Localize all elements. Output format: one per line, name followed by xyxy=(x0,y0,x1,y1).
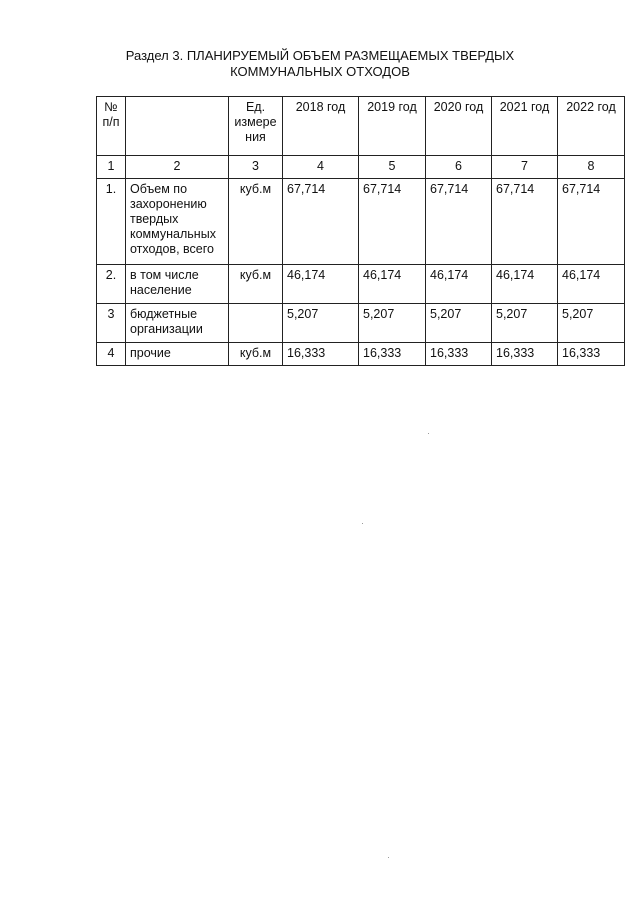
value-cell-2019: 5,207 xyxy=(359,304,426,343)
column-index: 7 xyxy=(492,156,558,179)
value-cell-2022: 46,174 xyxy=(558,265,625,304)
header-name xyxy=(126,97,229,156)
column-index: 1 xyxy=(97,156,126,179)
value-cell-2018: 46,174 xyxy=(283,265,359,304)
scan-speck xyxy=(362,523,363,524)
column-index: 6 xyxy=(426,156,492,179)
row-unit xyxy=(229,304,283,343)
column-index: 4 xyxy=(283,156,359,179)
row-name: Объем по захоронению твердых коммунальных отходов, всего xyxy=(126,179,229,265)
row-name: бюджетные организации xyxy=(126,304,229,343)
table-row xyxy=(97,343,625,366)
value-cell-2021: 46,174 xyxy=(492,265,558,304)
value-cell-2020: 5,207 xyxy=(426,304,492,343)
column-index-row xyxy=(97,156,625,179)
value-cell-2020: 46,174 xyxy=(426,265,492,304)
column-index: 3 xyxy=(229,156,283,179)
scan-speck xyxy=(428,433,429,434)
value-cell-2018: 5,207 xyxy=(283,304,359,343)
value-cell-2022: 67,714 xyxy=(558,179,625,265)
column-index: 5 xyxy=(359,156,426,179)
value-cell-2022: 5,207 xyxy=(558,304,625,343)
row-number: 2. xyxy=(97,265,126,304)
header-year-2022: 2022 год xyxy=(558,97,625,156)
value-cell-2020: 16,333 xyxy=(426,343,492,366)
value-cell-2018: 16,333 xyxy=(283,343,359,366)
section-title-line-2: КОММУНАЛЬНЫХ ОТХОДОВ xyxy=(230,64,410,79)
value-cell-2021: 67,714 xyxy=(492,179,558,265)
scan-speck xyxy=(388,857,389,858)
value-cell-2021: 16,333 xyxy=(492,343,558,366)
value-cell-2019: 16,333 xyxy=(359,343,426,366)
section-title xyxy=(0,48,640,80)
row-number: 4 xyxy=(97,343,126,366)
table-row xyxy=(97,265,625,304)
header-number: № п/п xyxy=(97,97,126,156)
table-row xyxy=(97,304,625,343)
header-year-2020: 2020 год xyxy=(426,97,492,156)
section-title-line-1: Раздел 3. ПЛАНИРУЕМЫЙ ОБЪЕМ РАЗМЕЩАЕМЫХ ТВЕРДЫХ xyxy=(125,48,515,63)
row-number: 3 xyxy=(97,304,126,343)
row-unit: куб.м xyxy=(229,343,283,366)
column-index: 2 xyxy=(126,156,229,179)
value-cell-2019: 46,174 xyxy=(359,265,426,304)
row-number: 1. xyxy=(97,179,126,265)
row-name: прочие xyxy=(126,343,229,366)
row-name: в том числе население xyxy=(126,265,229,304)
table-row xyxy=(97,179,625,265)
table-header-row xyxy=(97,97,625,156)
waste-volume-table xyxy=(96,96,625,366)
row-unit: куб.м xyxy=(229,179,283,265)
value-cell-2019: 67,714 xyxy=(359,179,426,265)
value-cell-2018: 67,714 xyxy=(283,179,359,265)
column-index: 8 xyxy=(558,156,625,179)
row-unit: куб.м xyxy=(229,265,283,304)
value-cell-2021: 5,207 xyxy=(492,304,558,343)
header-unit: Ед. измере ния xyxy=(229,97,283,156)
value-cell-2022: 16,333 xyxy=(558,343,625,366)
header-year-2018: 2018 год xyxy=(283,97,359,156)
header-year-2019: 2019 год xyxy=(359,97,426,156)
header-year-2021: 2021 год xyxy=(492,97,558,156)
value-cell-2020: 67,714 xyxy=(426,179,492,265)
